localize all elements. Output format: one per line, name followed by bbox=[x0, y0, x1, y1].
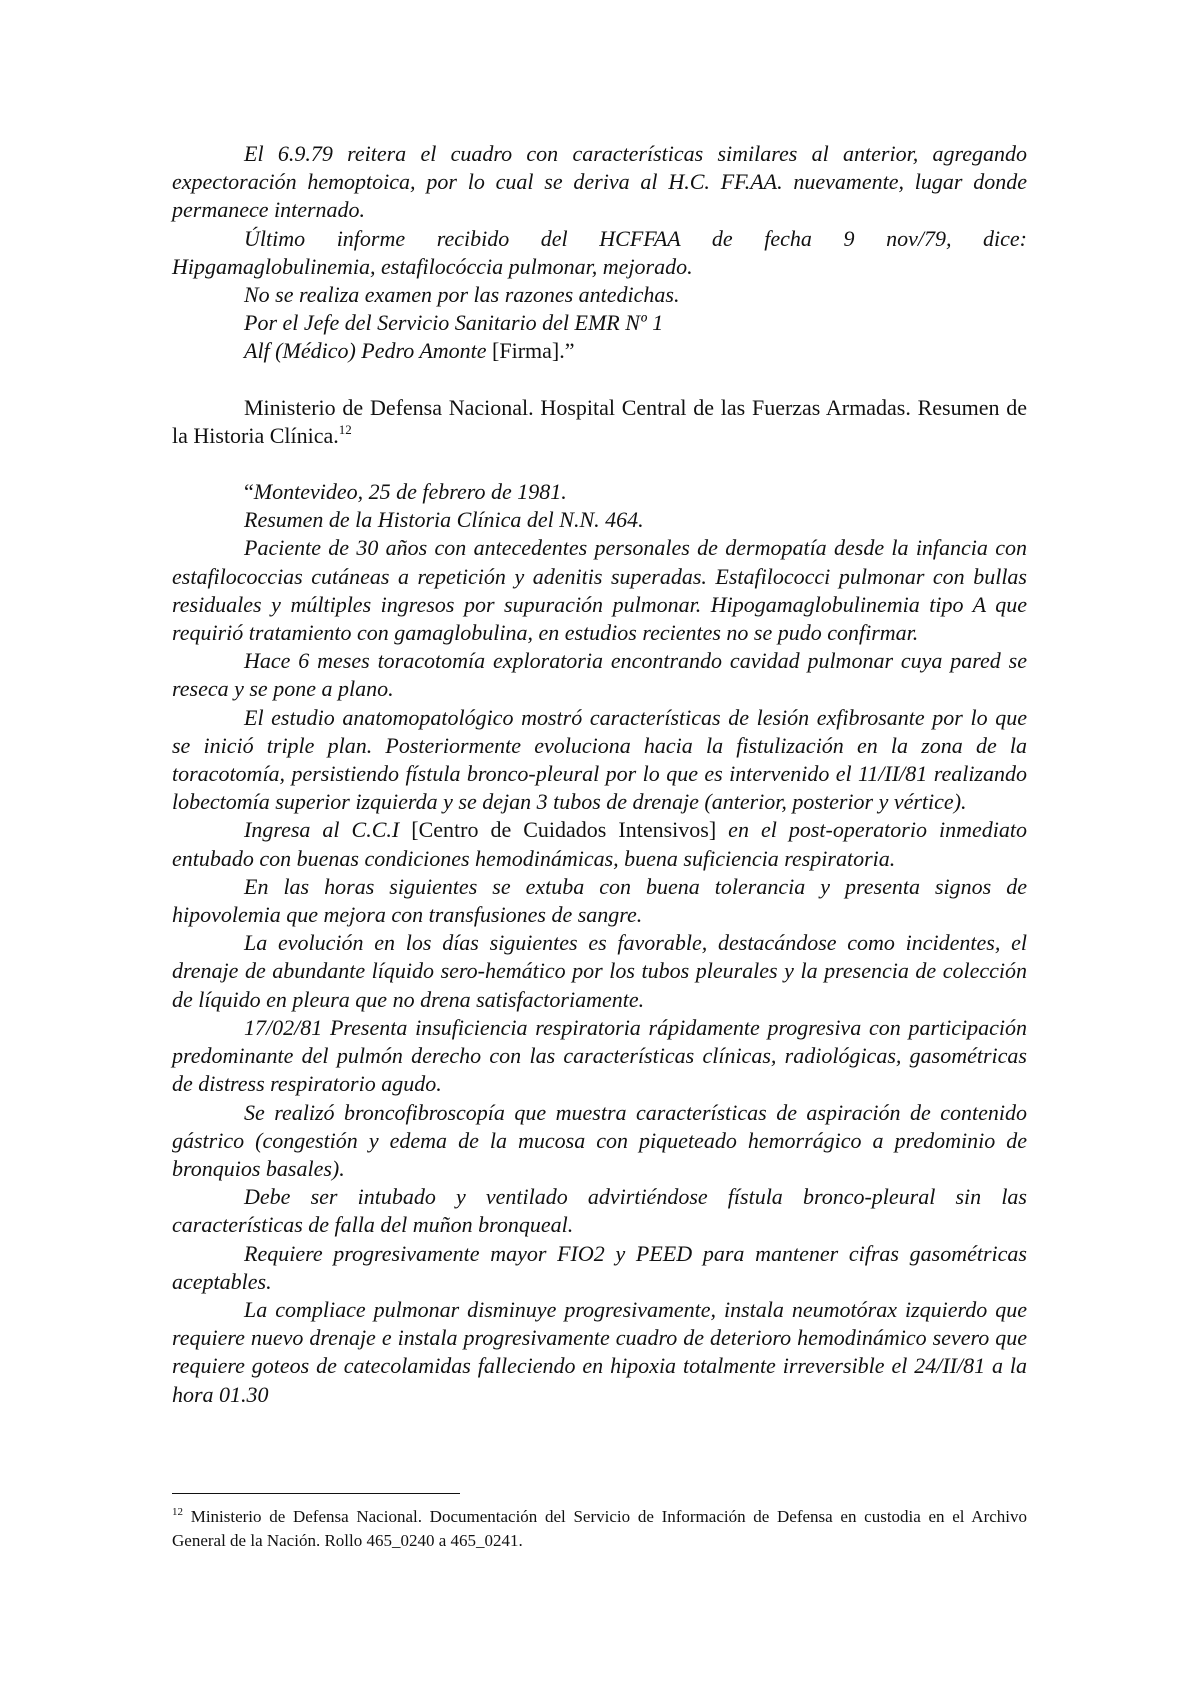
paragraph-last-report-line: Último informe recibido del HCFFAA de fecha 9 nov/79, dice: bbox=[244, 225, 1027, 251]
spacer bbox=[172, 450, 1027, 478]
editor-insertion: [Centro de Cuidados Intensivos] bbox=[411, 817, 717, 843]
summary-paragraph-7: 17/02/81 Presenta insuficiencia respiratoria rápidamente progresiva con participación predominante del pulmón derecho con las características clínicas, radiológicas, gasométricas de distress respiratorio agudo. bbox=[172, 1014, 1027, 1097]
paragraph-last-report-diagnosis: Hipgamaglobulinemia, estafilocóccia pulmonar, mejorado. bbox=[172, 253, 693, 279]
body-text bbox=[172, 140, 1027, 1409]
footnote-divider bbox=[172, 1493, 460, 1494]
footnote bbox=[172, 1505, 1027, 1553]
section-heading: Ministerio de Defensa Nacional. Hospital Central de las Fuerzas Armadas. Resumen de la Historia Clínica.$^{12}$ bbox=[172, 394, 1027, 448]
summary-paragraph-8: Se realizó broncofibroscopía que muestra características de aspiración de contenido gástrico (congestión y edema de la mucosa con piqueteado hemorrágico a predominio de bronquios basales). bbox=[172, 1099, 1027, 1181]
summary-paragraph-3: El estudio anatomopatológico mostró características de lesión exfibrosante por lo que se inició triple plan. Posteriormente evoluciona hacia la fistulización en la zona de la toracotomía, persistiendo fístula bronco-pleural por lo que es intervenido el 11/II/81 realizando lobectomía superior izquierda y se dejan 3 tubos de drenaje (anterior, posterior y vértice). bbox=[172, 704, 1027, 815]
summary-paragraph-6: La evolución en los días siguientes es favorable, destacándose como incidentes, el drenaje de abundante líquido sero-hemático por los tubos pleurales y la presencia de colección de líquido en pleura que no drena satisfactoriamente. bbox=[172, 930, 1027, 1012]
paragraph-signed-by: Por el Jefe del Servicio Sanitario del EMR Nº 1 bbox=[244, 310, 664, 336]
signature-note: [Firma].” bbox=[486, 338, 575, 364]
summary-paragraph-5: En las horas siguientes se extuba con buena tolerancia y presenta signos de hipovolemia que mejora con transfusiones de sangre. bbox=[172, 873, 1027, 928]
paragraph-no-exam: No se realiza examen por las razones antedichas. bbox=[244, 282, 680, 308]
summary-date: “Montevideo, 25 de febrero de 1981. bbox=[244, 479, 567, 505]
summary-paragraph-4: Ingresa al C.C.I [Centro de Cuidados Intensivos] en el post-operatorio inmediato entubado con buenas condiciones hemodinámicas, buena suficiencia respiratoria. bbox=[172, 817, 1027, 871]
footnote-text: Ministerio de Defensa Nacional. Documentación del Servicio de Información de Defensa en custodia en el Archivo General de la Nación. Rollo 465_0240 a 465_0241. bbox=[172, 1507, 1027, 1550]
summary-paragraph-10: Requiere progresivamente mayor FIO2 y PEED para mantener cifras gasométricas aceptables. bbox=[172, 1240, 1027, 1294]
summary-paragraph-2: Hace 6 meses toracotomía exploratoria encontrando cavidad pulmonar cuya pared se reseca y se pone a plano. bbox=[172, 648, 1027, 702]
paragraph-signature: Alf (Médico) Pedro Amonte [Firma].” bbox=[244, 338, 575, 364]
summary-paragraph-9: Debe ser intubado y ventilado advirtiéndose fístula bronco-pleural sin las características de falla del muñon bronqueal. bbox=[172, 1184, 1027, 1238]
summary-paragraph-11: La compliace pulmonar disminuye progresivamente, instala neumotórax izquierdo que requiere nuevo drenaje e instala progresivamente cuadro de deterioro hemodinámico severo que requiere goteos de catecolamidas falleciendo en hipoxia totalmente irreversible el 24/II/81 a la hora 01.30 bbox=[172, 1296, 1027, 1407]
summary-paragraph-1: Paciente de 30 años con antecedentes personales de dermopatía desde la infancia con estafilococcias cutáneas a repetición y adenitis superadas. Estafilococci pulmonar con bullas residuales y múltiples ingresos por supuración pulmonar. Hipogamaglobulinemia tipo A que requirió tratamiento con gamaglobulina, en estudios recientes no se pudo confirmar. bbox=[172, 535, 1027, 646]
paragraph-hemoptysis: El 6.9.79 reitera el cuadro con características similares al anterior, agregando expectoración hemoptoica, por lo cual se deriva al H.C. FF.AA. nuevamente, lugar donde permanece internado. bbox=[172, 141, 1027, 223]
footnote-number: 12 bbox=[172, 1506, 183, 1518]
spacer bbox=[172, 366, 1027, 394]
footnote-reference: 12 bbox=[338, 421, 352, 437]
summary-title: Resumen de la Historia Clínica del N.N. 464. bbox=[244, 507, 644, 533]
